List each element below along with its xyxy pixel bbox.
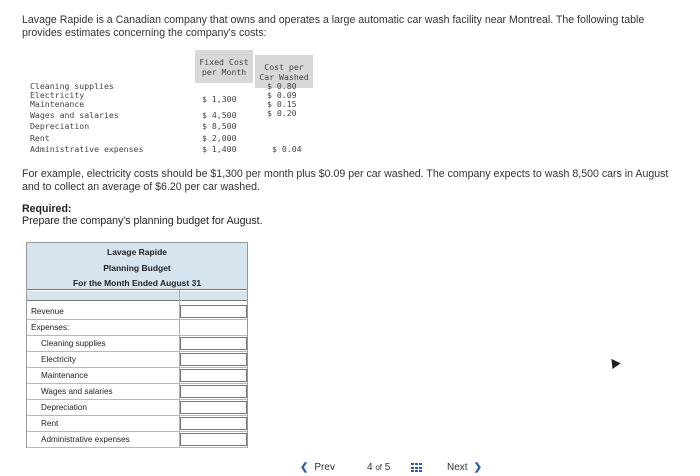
planning-budget-worksheet xyxy=(26,242,248,448)
row-label: Wages and salaries xyxy=(41,387,113,396)
row-label: Depreciation xyxy=(41,403,87,412)
maintenance-input[interactable] xyxy=(180,369,247,382)
fixed-cost-header: Fixed Cost per Month xyxy=(195,50,253,83)
row-label: Electricity xyxy=(41,355,77,364)
variable-value: $ 0.04 xyxy=(272,144,302,154)
budget-row-admin xyxy=(27,432,247,448)
fixed-value: $ 2,000 xyxy=(202,133,237,143)
variable-value: $ 0.15 xyxy=(267,99,297,109)
budget-name: Planning Budget xyxy=(103,263,171,273)
page-of-label: of xyxy=(375,463,383,472)
row-label: Wages and salaries xyxy=(30,110,119,120)
wages-salaries-input[interactable] xyxy=(180,385,247,398)
row-label: Rent xyxy=(41,419,59,428)
row-label: Expenses: xyxy=(31,323,70,332)
required-instruction: Prepare the company's planning budget for August. xyxy=(22,215,263,227)
row-label: Depreciation xyxy=(30,121,90,131)
row-label: Cleaning supplies xyxy=(41,339,106,348)
revenue-input[interactable] xyxy=(180,305,247,318)
budget-header xyxy=(27,243,247,290)
row-label: Administrative expenses xyxy=(41,435,130,444)
row-label: Revenue xyxy=(31,307,64,316)
budget-row-revenue xyxy=(27,304,247,320)
required-heading: Required: xyxy=(22,203,72,215)
fixed-value: $ 1,300 xyxy=(202,94,237,104)
budget-row-electricity xyxy=(27,352,247,368)
variable-cost-header: Cost per Car Washed xyxy=(255,55,313,88)
fixed-value: $ 1,400 xyxy=(202,144,237,154)
budget-period: For the Month Ended August 31 xyxy=(72,278,202,288)
example-text: For example, electricity costs should be $1,300 per month plus $0.09 per car washed. The company expects to wash 8,500 cars in August and to collect an average of $6.20 per car washed. xyxy=(22,168,669,193)
rent-input[interactable] xyxy=(180,417,247,430)
fixed-value: $ 8,500 xyxy=(202,121,237,131)
grid-icon[interactable] xyxy=(411,463,422,473)
row-label: Cleaning supplies xyxy=(30,81,114,91)
problem-intro: Lavage Rapide is a Canadian company that owns and operates a large automatic car wash facility near Montreal. The following table provides estimates concerning the company's costs: xyxy=(22,14,645,39)
chevron-right-icon: ❯ xyxy=(473,462,482,473)
row-label: Rent xyxy=(30,133,50,143)
next-label: Next xyxy=(447,462,468,473)
budget-row-cleaning xyxy=(27,336,247,352)
budget-row-maintenance xyxy=(27,368,247,384)
depreciation-input[interactable] xyxy=(180,401,247,414)
row-label: Administrative expenses xyxy=(30,144,144,154)
prev-label: Prev xyxy=(314,462,335,473)
page-indicator xyxy=(367,462,390,473)
row-label: Maintenance xyxy=(30,99,85,109)
expenses-spacer xyxy=(180,321,247,334)
mouse-cursor-icon xyxy=(607,356,620,369)
next-button[interactable] xyxy=(447,462,482,473)
budget-row-rent xyxy=(27,416,247,432)
variable-value: $ 0.80 xyxy=(267,81,297,91)
chevron-left-icon: ❮ xyxy=(300,462,309,473)
cleaning-supplies-input[interactable] xyxy=(180,337,247,350)
variable-value: $ 0.09 xyxy=(267,90,297,100)
budget-row-wages xyxy=(27,384,247,400)
row-label: Electricity xyxy=(30,90,85,100)
prev-button[interactable] xyxy=(300,462,335,473)
budget-row-depreciation xyxy=(27,400,247,416)
row-label: Maintenance xyxy=(41,371,88,380)
variable-value: $ 0.20 xyxy=(267,108,297,118)
electricity-input[interactable] xyxy=(180,353,247,366)
fixed-value: $ 4,500 xyxy=(202,110,237,120)
administrative-expenses-input[interactable] xyxy=(180,433,247,446)
total-pages: 5 xyxy=(384,462,391,473)
company-name: Lavage Rapide xyxy=(107,247,167,257)
budget-row-expenses xyxy=(27,320,247,336)
header-band xyxy=(27,291,247,301)
current-page: 4 xyxy=(367,462,373,473)
